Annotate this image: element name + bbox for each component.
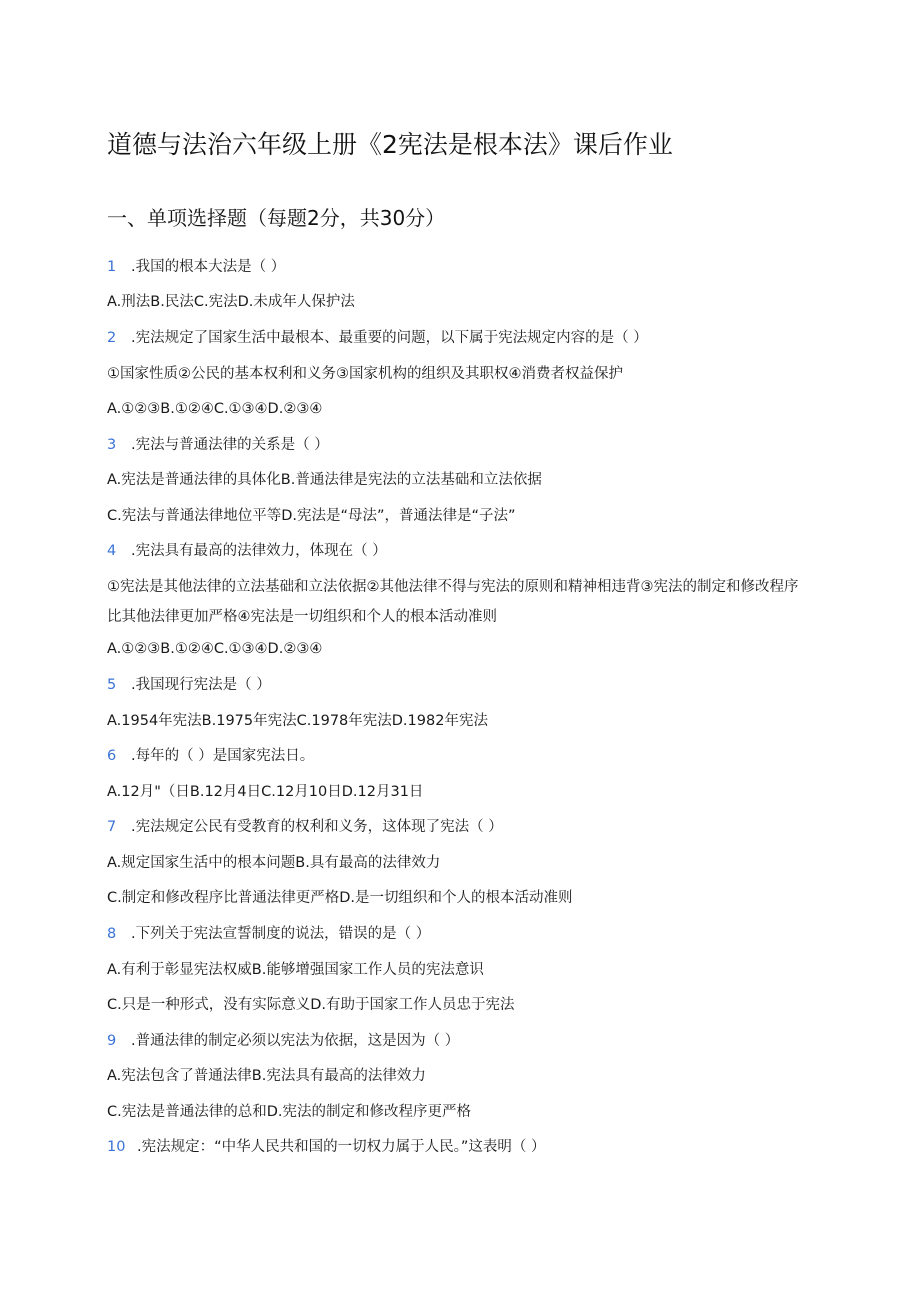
question-number: 10	[107, 1139, 126, 1155]
question-9-options-ab: A.宪法包含了普通法律B.宪法具有最高的法律效力	[107, 1068, 426, 1084]
question-number: 6	[107, 748, 117, 764]
question-7-options-cd: C.制定和修改程序比普通法律更严格D.是一切组织和个人的根本活动准则	[107, 890, 573, 906]
question-3-stem	[107, 434, 329, 456]
question-text: .普通法律的制定必须以宪法为依据，这是因为（ ）	[131, 1033, 460, 1049]
question-number: 5	[107, 677, 117, 693]
question-8-options-cd: C.只是一种形式，没有实际意义D.有助于国家工作人员忠于宪法	[107, 997, 515, 1013]
question-number: 8	[107, 926, 117, 942]
question-8-options-ab: A.有利于彰显宪法权威B.能够增强国家工作人员的宪法意识	[107, 962, 484, 978]
question-text: .宪法规定公民有受教育的权利和义务，这体现了宪法（ ）	[131, 819, 503, 835]
question-5-options: A.1954年宪法B.1975年宪法C.1978年宪法D.1982年宪法	[107, 713, 488, 729]
question-number: 3	[107, 437, 117, 453]
question-7-stem	[107, 816, 503, 838]
question-number: 4	[107, 543, 117, 559]
question-8-stem	[107, 923, 430, 945]
question-2-items: ①国家性质②公民的基本权利和义务③国家机构的组织及其职权④消费者权益保护	[107, 366, 623, 382]
section-heading: 一、单项选择题（每题2分，共30分）	[107, 206, 446, 230]
question-7-options-ab: A.规定国家生活中的根本问题B.具有最高的法律效力	[107, 855, 441, 871]
question-text: .宪法与普通法律的关系是（ ）	[131, 437, 329, 453]
question-4-stem	[107, 540, 387, 562]
question-text: .宪法规定了国家生活中最根本、最重要的问题，以下属于宪法规定内容的是（ ）	[131, 330, 648, 346]
question-text: .宪法规定：“中华人民共和国的一切权力属于人民。”这表明（ ）	[137, 1139, 546, 1155]
question-number: 9	[107, 1033, 117, 1049]
question-4-items: ①宪法是其他法律的立法基础和立法依据②其他法律不得与宪法的原则和精神相违背③宪法的制定和修改程序比其他法律更加严格④宪法是一切组织和个人的根本活动准则	[107, 579, 799, 625]
question-10-stem	[107, 1136, 546, 1158]
question-text: .每年的（ ）是国家宪法日。	[131, 748, 315, 764]
question-6-stem	[107, 745, 314, 767]
document-title: 道德与法治六年级上册《2宪法是根本法》课后作业	[107, 130, 673, 159]
question-text: .宪法具有最高的法律效力，体现在（ ）	[131, 543, 387, 559]
question-6-options: A.12月"（日B.12月4日C.12月10日D.12月31日	[107, 784, 424, 800]
question-2-options: A.①②③B.①②④C.①③④D.②③④	[107, 401, 323, 417]
question-5-stem	[107, 674, 271, 696]
question-9-stem	[107, 1030, 459, 1052]
question-9-options-cd: C.宪法是普通法律的总和D.宪法的制定和修改程序更严格	[107, 1104, 472, 1120]
question-text: .下列关于宪法宣誓制度的说法，错误的是（ ）	[131, 926, 431, 942]
question-number: 2	[107, 330, 117, 346]
question-number: 1	[107, 259, 117, 275]
question-2-stem	[107, 327, 648, 349]
question-4-options: A.①②③B.①②④C.①③④D.②③④	[107, 641, 323, 657]
question-number: 7	[107, 819, 117, 835]
question-text: .我国现行宪法是（ ）	[131, 677, 271, 693]
question-1-options: A.刑法B.民法C.宪法D.未成年人保护法	[107, 294, 355, 310]
question-3-options-ab: A.宪法是普通法律的具体化B.普通法律是宪法的立法基础和立法依据	[107, 472, 542, 488]
question-text: .我国的根本大法是（ ）	[131, 259, 286, 275]
question-1-stem	[107, 256, 285, 278]
question-3-options-cd: C.宪法与普通法律地位平等D.宪法是“母法”，普通法律是“子法”	[107, 508, 516, 524]
